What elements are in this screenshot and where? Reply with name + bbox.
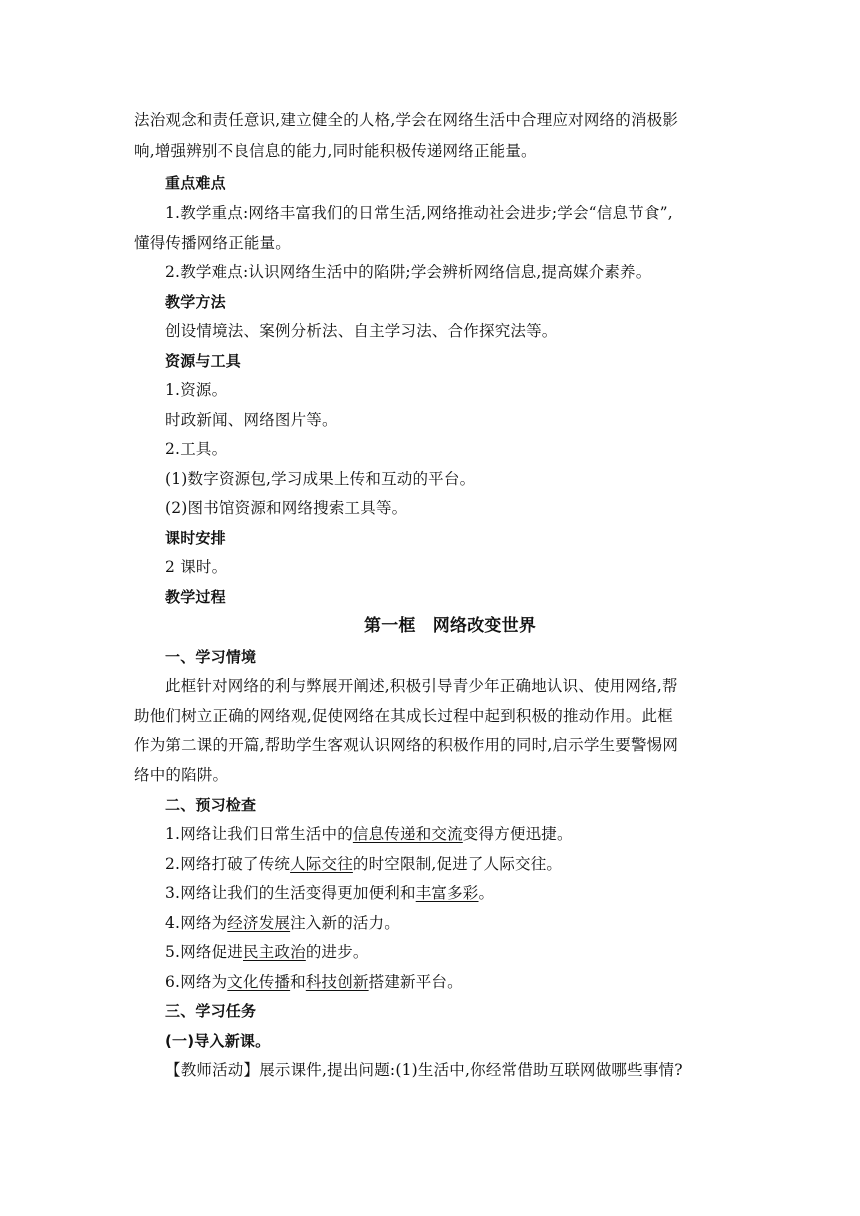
text-span: 5.网络促进 bbox=[165, 943, 243, 961]
text-span: 4.网络为 bbox=[165, 914, 228, 932]
text-line: 1.教学重点:网络丰富我们的日常生活,网络推动社会进步;学会“信息节食”, bbox=[165, 204, 673, 222]
text-span: 变得方便迅捷。 bbox=[462, 825, 573, 843]
heading-methods: 教学方法 bbox=[165, 293, 226, 311]
text-span: 1.网络让我们日常生活中的 bbox=[165, 825, 353, 843]
text-span: 的进步。 bbox=[305, 943, 369, 961]
text-line: (2)图书馆资源和网络搜索工具等。 bbox=[165, 499, 408, 517]
text-span: 的时空限制,促进了人际交往。 bbox=[352, 855, 563, 873]
text-span: 6.网络为 bbox=[165, 973, 228, 991]
preview-item bbox=[165, 824, 755, 844]
heading-process: 教学过程 bbox=[165, 588, 226, 606]
text-span: 注入新的活力。 bbox=[290, 914, 401, 932]
text-line: 2.工具。 bbox=[165, 440, 228, 458]
heading-schedule: 课时安排 bbox=[165, 529, 226, 547]
text-span: 搭建新平台。 bbox=[368, 973, 463, 991]
blank-answer: 丰富多彩 bbox=[415, 884, 479, 902]
text-line: 助他们树立正确的网络观,促使网络在其成长过程中起到积极的推动作用。此框 bbox=[134, 707, 673, 725]
preview-item bbox=[165, 854, 755, 874]
text-line: 响,增强辨别不良信息的能力,同时能积极传递网络正能量。 bbox=[134, 142, 537, 160]
heading-tasks: 三、学习任务 bbox=[165, 1002, 257, 1020]
preview-item bbox=[165, 972, 755, 992]
preview-item bbox=[165, 913, 755, 933]
text-line: 懂得传播网络正能量。 bbox=[134, 234, 292, 252]
heading-key-points: 重点难点 bbox=[165, 174, 226, 192]
blank-answer: 民主政治 bbox=[243, 943, 306, 961]
blank-answer: 人际交往 bbox=[290, 855, 353, 873]
blank-answer: 经济发展 bbox=[227, 914, 291, 932]
text-line: 法治观念和责任意识,建立健全的人格,学会在网络生活中合理应对网络的消极影 bbox=[134, 111, 679, 129]
blank-answer: 科技创新 bbox=[305, 973, 369, 991]
text-line: 络中的陷阱。 bbox=[134, 766, 229, 784]
preview-item bbox=[165, 942, 755, 962]
text-span: 和 bbox=[290, 973, 306, 991]
text-line: (1)数字资源包,学习成果上传和互动的平台。 bbox=[165, 470, 476, 488]
text-line: 2.教学难点:认识网络生活中的陷阱;学会辨析网络信息,提高媒介素养。 bbox=[165, 263, 652, 281]
blank-answer: 信息传递和交流 bbox=[352, 825, 463, 843]
heading-preview: 二、预习检查 bbox=[165, 796, 257, 814]
text-line: 创设情境法、案例分析法、自主学习法、合作探究法等。 bbox=[165, 322, 558, 340]
text-line: 此框针对网络的利与弊展开阐述,积极引导青少年正确地认识、使用网络,帮 bbox=[165, 677, 678, 695]
text-span: 2.网络打破了传统 bbox=[165, 855, 291, 873]
text-line: 作为第二课的开篇,帮助学生客观认识网络的积极作用的同时,启示学生要警惕网 bbox=[134, 736, 679, 754]
heading-resources: 资源与工具 bbox=[165, 352, 242, 370]
text-line: 【教师活动】展示课件,提出问题:(1)生活中,你经常借助互联网做哪些事情? bbox=[165, 1061, 683, 1079]
blank-answer: 文化传播 bbox=[227, 973, 291, 991]
section-title: 第一框 网络改变世界 bbox=[364, 616, 536, 636]
heading-context: 一、学习情境 bbox=[165, 648, 257, 666]
text-line: 1.资源。 bbox=[165, 381, 228, 399]
text-span: 。 bbox=[478, 884, 495, 902]
text-line: 时政新闻、网络图片等。 bbox=[165, 411, 338, 429]
text-line: 2 课时。 bbox=[165, 558, 228, 576]
text-span: 3.网络让我们的生活变得更加便利和 bbox=[165, 884, 416, 902]
preview-item bbox=[165, 883, 755, 903]
heading-intro: (一)导入新课。 bbox=[165, 1032, 271, 1050]
